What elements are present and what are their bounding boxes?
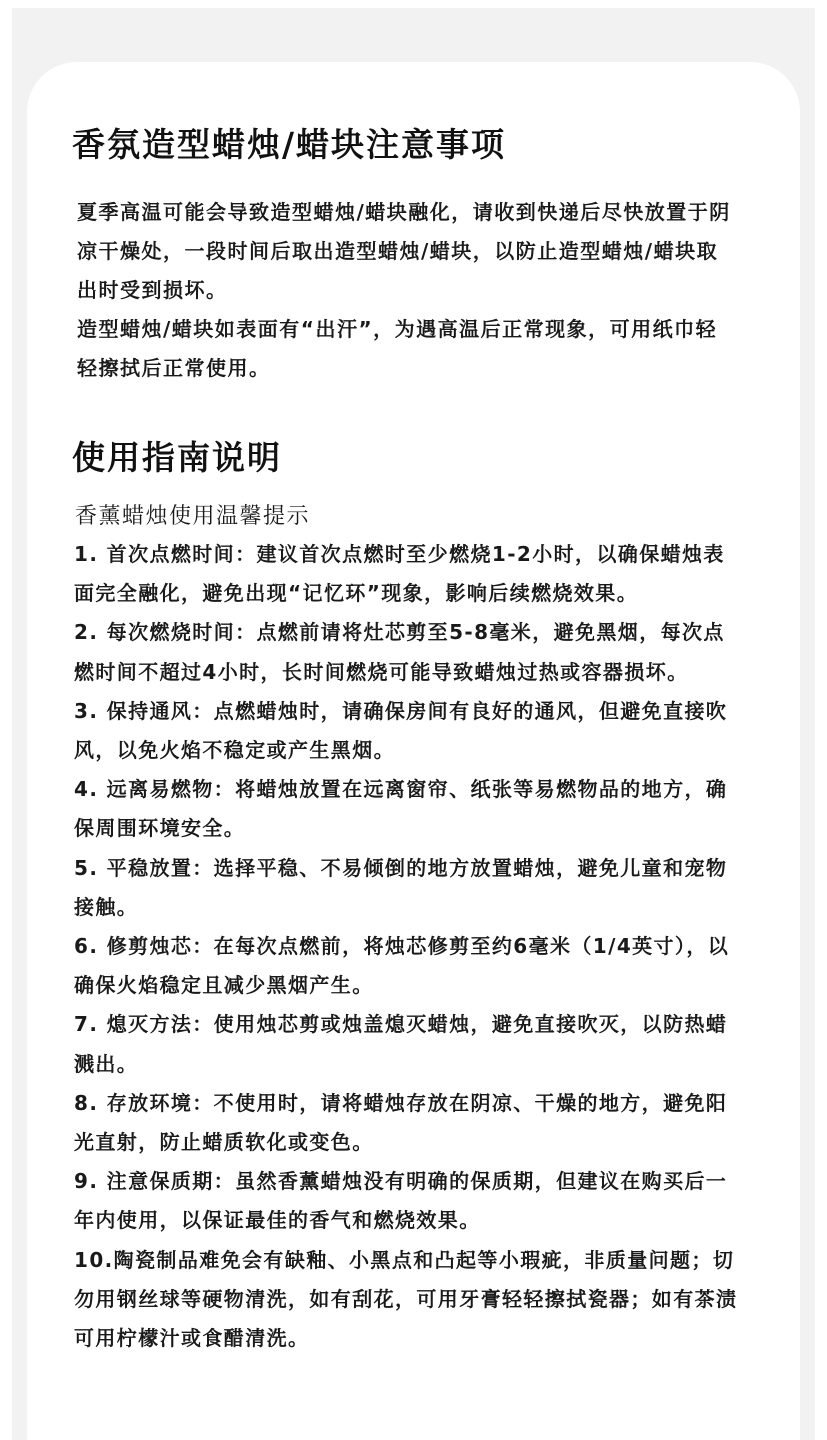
section-title-usage-guide: 使用指南说明 bbox=[72, 438, 282, 477]
list-item: 5. 平稳放置：选择平稳、不易倾倒的地方放置蜡烛，避免儿童和宠物接触。 bbox=[74, 855, 728, 919]
candle-notes-paragraph: 夏季高温可能会导致造型蜡烛/蜡块融化，请收到快递后尽快放置于阴凉干燥处，一段时间后取出造型蜡烛/蜡块，以防止造型蜡烛/蜡块取出时受到损坏。 bbox=[77, 200, 731, 302]
usage-guide-subtitle: 香薰蜡烛使用温馨提示 bbox=[75, 504, 311, 529]
candle-notes-body bbox=[77, 193, 737, 388]
list-item: 10.陶瓷制品难免会有缺釉、小黑点和凸起等小瑕疵，非质量问题；切勿用钢丝球等硬物清洗，如有刮花，可用牙膏轻轻擦拭瓷器；如有茶渍可用柠檬汁或食醋清洗。 bbox=[74, 1247, 738, 1351]
section-title-candle-notes: 香氛造型蜡烛/蜡块注意事项 bbox=[72, 125, 507, 164]
list-item: 3. 保持通风：点燃蜡烛时，请确保房间有良好的通风，但避免直接吹风，以免火焰不稳定或产生黑烟。 bbox=[74, 698, 728, 763]
list-item: 1. 首次点燃时间：建议首次点燃时至少燃烧1-2小时，以确保蜡烛表面完全融化，避免出现“记忆环”现象，影响后续燃烧效果。 bbox=[74, 542, 725, 606]
candle-notes-paragraph: 造型蜡烛/蜡块如表面有“出汗”，为遇高温后正常现象，可用纸巾轻轻擦拭后正常使用。 bbox=[77, 317, 718, 380]
list-item: 8. 存放环境：不使用时，请将蜡烛存放在阴凉、干燥的地方，避免阳光直射，防止蜡质软化或变色。 bbox=[74, 1090, 728, 1155]
usage-tips-list bbox=[74, 535, 739, 1358]
list-item: 6. 修剪烛芯：在每次点燃前，将烛芯修剪至约6毫米（1/4英寸），以确保火焰稳定且减少黑烟产生。 bbox=[74, 934, 730, 998]
list-item: 2. 每次燃烧时间：点燃前请将灶芯剪至5-8毫米，避免黑烟，每次点燃时间不超过4小时，长时间燃烧可能导致蜡烛过热或容器损坏。 bbox=[74, 620, 725, 684]
list-item: 7. 熄灭方法：使用烛芯剪或烛盖熄灭蜡烛，避免直接吹灭，以防热蜡溅出。 bbox=[74, 1012, 728, 1076]
list-item: 4. 远离易燃物：将蜡烛放置在远离窗帘、纸张等易燃物品的地方，确保周围环境安全。 bbox=[74, 777, 728, 841]
list-item: 9. 注意保质期：虽然香薰蜡烛没有明确的保质期，但建议在购买后一年内使用，以保证最佳的香气和燃烧效果。 bbox=[74, 1169, 728, 1233]
